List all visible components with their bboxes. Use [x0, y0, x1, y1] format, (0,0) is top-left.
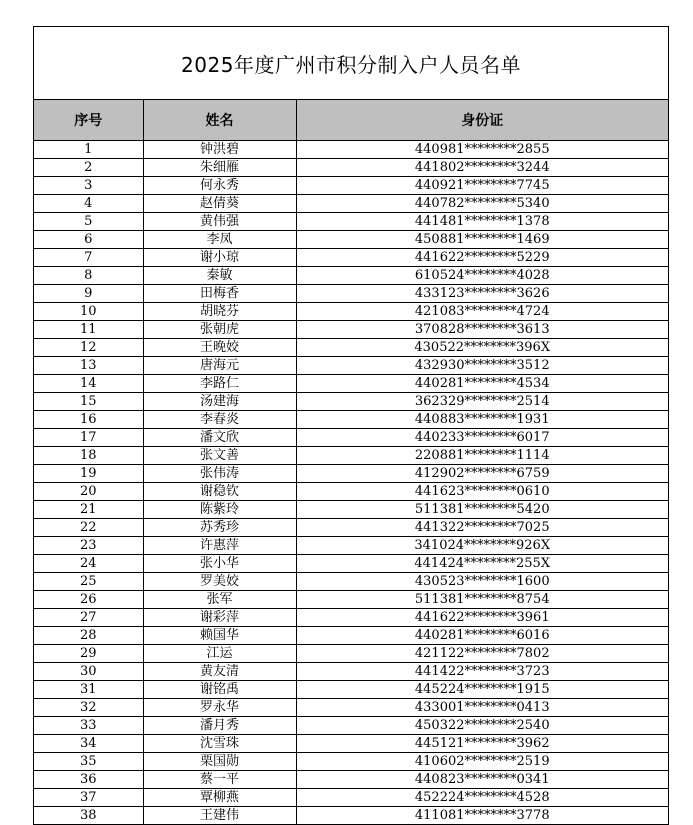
row-index: 12 — [34, 339, 143, 357]
row-name: 胡晓芬 — [143, 303, 296, 321]
row-id-number: 440921********7745 — [296, 177, 668, 195]
row-index: 16 — [34, 411, 143, 429]
row-name: 唐海元 — [143, 357, 296, 375]
table-row — [34, 537, 668, 555]
row-name: 江运 — [143, 645, 296, 663]
row-id-number: 440883********1931 — [296, 411, 668, 429]
row-id-number: 441622********5229 — [296, 249, 668, 267]
table-row — [34, 465, 668, 483]
row-name: 栗国勋 — [143, 753, 296, 771]
row-index: 11 — [34, 321, 143, 339]
table-header-row — [34, 100, 668, 141]
row-name: 张文善 — [143, 447, 296, 465]
row-index: 27 — [34, 609, 143, 627]
row-index: 38 — [34, 807, 143, 825]
row-name: 陈紫玲 — [143, 501, 296, 519]
roster-table — [34, 100, 668, 825]
table-row — [34, 375, 668, 393]
row-id-number: 430522********396X — [296, 339, 668, 357]
row-name: 许惠萍 — [143, 537, 296, 555]
row-id-number: 441622********3961 — [296, 609, 668, 627]
row-id-number: 421083********4724 — [296, 303, 668, 321]
row-id-number: 440782********5340 — [296, 195, 668, 213]
row-id-number: 441623********0610 — [296, 483, 668, 501]
row-name: 罗永华 — [143, 699, 296, 717]
row-id-number: 441322********7025 — [296, 519, 668, 537]
row-name: 朱细雁 — [143, 159, 296, 177]
row-index: 23 — [34, 537, 143, 555]
row-index: 3 — [34, 177, 143, 195]
row-name: 李路仁 — [143, 375, 296, 393]
table-row — [34, 141, 668, 159]
table-row — [34, 195, 668, 213]
row-name: 汤建海 — [143, 393, 296, 411]
row-id-number: 430523********1600 — [296, 573, 668, 591]
row-index: 34 — [34, 735, 143, 753]
table-row — [34, 411, 668, 429]
row-name: 谢铭禹 — [143, 681, 296, 699]
row-index: 5 — [34, 213, 143, 231]
row-name: 黄伟强 — [143, 213, 296, 231]
table-row — [34, 501, 668, 519]
table-row — [34, 663, 668, 681]
row-id-number: 412902********6759 — [296, 465, 668, 483]
row-index: 1 — [34, 141, 143, 159]
row-name: 潘月秀 — [143, 717, 296, 735]
row-id-number: 362329********2514 — [296, 393, 668, 411]
table-row — [34, 717, 668, 735]
row-index: 37 — [34, 789, 143, 807]
row-id-number: 440281********4534 — [296, 375, 668, 393]
row-index: 22 — [34, 519, 143, 537]
row-index: 21 — [34, 501, 143, 519]
row-name: 李凤 — [143, 231, 296, 249]
table-row — [34, 699, 668, 717]
header-id: 身份证 — [296, 100, 668, 141]
row-name: 张伟涛 — [143, 465, 296, 483]
row-name: 黄友清 — [143, 663, 296, 681]
row-index: 19 — [34, 465, 143, 483]
row-name: 李春炎 — [143, 411, 296, 429]
table-row — [34, 609, 668, 627]
row-name: 罗美姣 — [143, 573, 296, 591]
table-row — [34, 285, 668, 303]
table-row — [34, 429, 668, 447]
row-id-number: 450322********2540 — [296, 717, 668, 735]
row-id-number: 511381********8754 — [296, 591, 668, 609]
table-row — [34, 591, 668, 609]
table-row — [34, 519, 668, 537]
row-name: 王晚姣 — [143, 339, 296, 357]
row-name: 沈雪珠 — [143, 735, 296, 753]
row-name: 秦敏 — [143, 267, 296, 285]
table-row — [34, 645, 668, 663]
table-row — [34, 555, 668, 573]
table-row — [34, 735, 668, 753]
document-title: 2025年度广州市积分制入户人员名单 — [34, 27, 668, 100]
row-index: 28 — [34, 627, 143, 645]
row-index: 14 — [34, 375, 143, 393]
row-name: 蔡一平 — [143, 771, 296, 789]
row-index: 24 — [34, 555, 143, 573]
table-row — [34, 357, 668, 375]
row-id-number: 433001********0413 — [296, 699, 668, 717]
table-row — [34, 249, 668, 267]
table-row — [34, 231, 668, 249]
table-row — [34, 393, 668, 411]
row-index: 13 — [34, 357, 143, 375]
row-id-number: 441422********3723 — [296, 663, 668, 681]
table-row — [34, 159, 668, 177]
table-row — [34, 303, 668, 321]
row-index: 2 — [34, 159, 143, 177]
row-name: 赖国华 — [143, 627, 296, 645]
row-id-number: 445224********1915 — [296, 681, 668, 699]
table-row — [34, 339, 668, 357]
row-index: 20 — [34, 483, 143, 501]
table-row — [34, 789, 668, 807]
table-row — [34, 447, 668, 465]
row-name: 张朝虎 — [143, 321, 296, 339]
row-index: 7 — [34, 249, 143, 267]
row-id-number: 441424********255X — [296, 555, 668, 573]
row-id-number: 440823********0341 — [296, 771, 668, 789]
roster-document — [33, 26, 669, 825]
row-id-number: 411081********3778 — [296, 807, 668, 825]
table-row — [34, 267, 668, 285]
row-index: 29 — [34, 645, 143, 663]
header-index: 序号 — [34, 100, 143, 141]
row-index: 26 — [34, 591, 143, 609]
table-row — [34, 753, 668, 771]
row-id-number: 445121********3962 — [296, 735, 668, 753]
row-id-number: 441802********3244 — [296, 159, 668, 177]
row-name: 苏秀珍 — [143, 519, 296, 537]
row-name: 何永秀 — [143, 177, 296, 195]
row-id-number: 440281********6016 — [296, 627, 668, 645]
row-name: 谢小琼 — [143, 249, 296, 267]
row-name: 王建伟 — [143, 807, 296, 825]
row-index: 33 — [34, 717, 143, 735]
row-id-number: 452224********4528 — [296, 789, 668, 807]
row-id-number: 441481********1378 — [296, 213, 668, 231]
row-index: 30 — [34, 663, 143, 681]
row-index: 6 — [34, 231, 143, 249]
row-index: 17 — [34, 429, 143, 447]
row-id-number: 370828********3613 — [296, 321, 668, 339]
row-name: 谢稳钦 — [143, 483, 296, 501]
row-index: 8 — [34, 267, 143, 285]
row-id-number: 220881********1114 — [296, 447, 668, 465]
row-id-number: 341024********926X — [296, 537, 668, 555]
row-name: 谢彩萍 — [143, 609, 296, 627]
row-name: 张军 — [143, 591, 296, 609]
row-id-number: 440233********6017 — [296, 429, 668, 447]
row-index: 35 — [34, 753, 143, 771]
row-id-number: 421122********7802 — [296, 645, 668, 663]
table-row — [34, 321, 668, 339]
row-index: 18 — [34, 447, 143, 465]
row-id-number: 450881********1469 — [296, 231, 668, 249]
row-id-number: 610524********4028 — [296, 267, 668, 285]
row-id-number: 432930********3512 — [296, 357, 668, 375]
row-name: 覃柳燕 — [143, 789, 296, 807]
row-id-number: 410602********2519 — [296, 753, 668, 771]
table-row — [34, 483, 668, 501]
row-name: 潘文欣 — [143, 429, 296, 447]
row-id-number: 440981********2855 — [296, 141, 668, 159]
row-index: 25 — [34, 573, 143, 591]
table-row — [34, 177, 668, 195]
row-id-number: 433123********3626 — [296, 285, 668, 303]
table-row — [34, 681, 668, 699]
table-row — [34, 213, 668, 231]
row-id-number: 511381********5420 — [296, 501, 668, 519]
header-name: 姓名 — [143, 100, 296, 141]
table-row — [34, 573, 668, 591]
table-row — [34, 627, 668, 645]
row-index: 9 — [34, 285, 143, 303]
row-name: 钟洪碧 — [143, 141, 296, 159]
row-index: 31 — [34, 681, 143, 699]
row-name: 张小华 — [143, 555, 296, 573]
row-index: 10 — [34, 303, 143, 321]
row-name: 田梅香 — [143, 285, 296, 303]
table-row — [34, 771, 668, 789]
row-index: 32 — [34, 699, 143, 717]
row-index: 15 — [34, 393, 143, 411]
row-index: 36 — [34, 771, 143, 789]
row-name: 赵倩葵 — [143, 195, 296, 213]
row-index: 4 — [34, 195, 143, 213]
table-body — [34, 141, 668, 825]
